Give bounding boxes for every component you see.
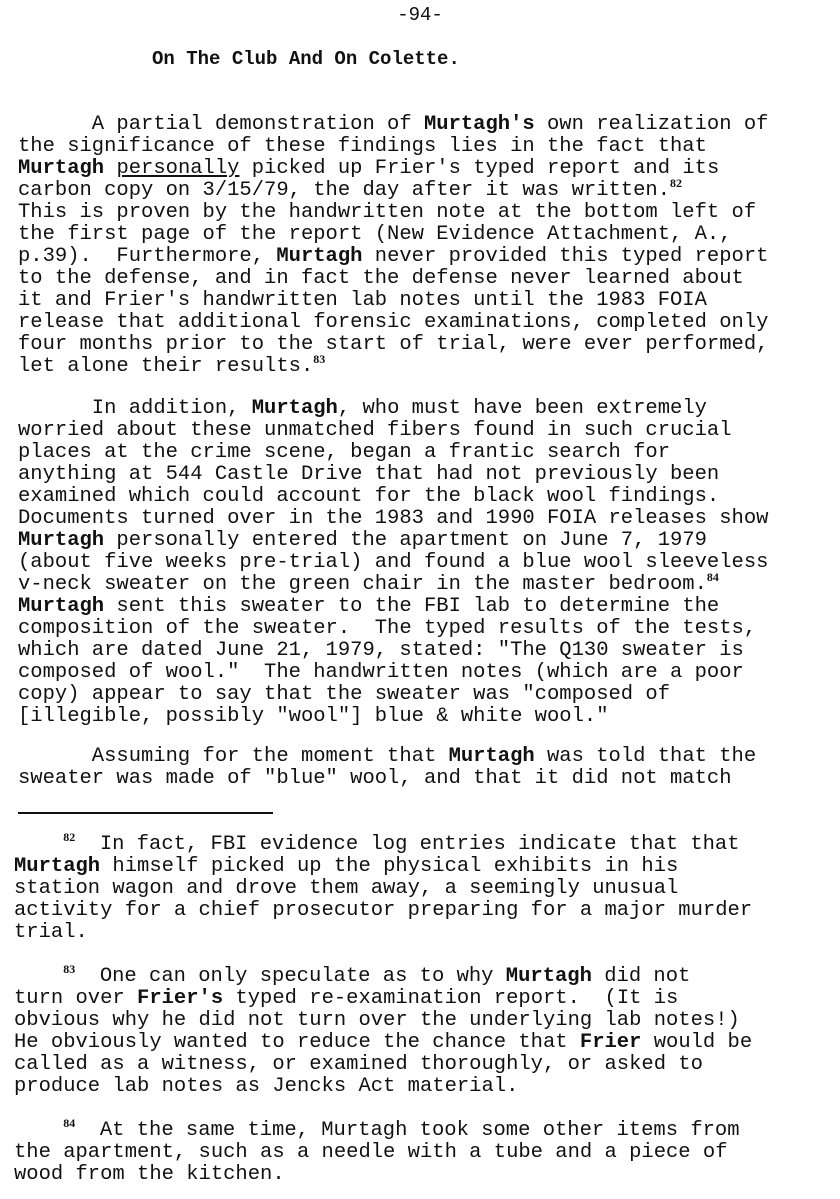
fn82-line-2: Murtagh himself picked up the physical exhibits in his: [14, 855, 679, 878]
fn83-line-1: $^{83}$ One can only speculate as to why Murtagh did not: [63, 962, 691, 988]
fn83-line-2: turn over Frier's typed re-examination report. (It is: [14, 987, 679, 1010]
p3-line-2: sweater was made of "blue" wool, and that it did not match: [18, 767, 732, 790]
p1-line-5: This is proven by the handwritten note at the bottom left of: [18, 201, 757, 224]
fn83-line-5: called as a witness, or examined thoroughly, or asked to: [14, 1053, 703, 1076]
fn82-line-3: station wagon and drove them away, a seemingly unusual: [14, 877, 679, 900]
p2-line-8: (about five weeks pre-trial) and found a blue wool sleeveless: [18, 551, 769, 574]
p1-line-12: let alone their results.$^{83}$: [18, 352, 326, 378]
fn84-line-2: the apartment, such as a needle with a tube and a piece of: [14, 1141, 728, 1164]
name-frier: Frier: [579, 1031, 642, 1054]
page-number: -94-: [397, 4, 443, 26]
footnote-84: [14, 1116, 826, 1186]
name-murtagh: Murtagh: [448, 745, 535, 768]
footnote-ref-83: 83: [313, 352, 326, 366]
fn82-line-5: trial.: [14, 921, 88, 944]
fn82-line-4: activity for a chief prosecutor preparing for a major murder: [14, 899, 753, 922]
paragraph-1: [18, 114, 830, 378]
p1-line-4: carbon copy on 3/15/79, the day after it was written.$^{82}$: [18, 176, 683, 202]
footnote-number-84: 84: [63, 1116, 76, 1130]
p2-line-2: worried about these unmatched fibers found in such crucial: [18, 419, 732, 442]
fn84-line-3: wood from the kitchen.: [14, 1163, 285, 1186]
footnote-83: [14, 962, 826, 1098]
name-murtagh: Murtagh's: [423, 113, 535, 136]
name-murtagh: Murtagh: [14, 855, 101, 878]
name-murtagh: Murtagh: [276, 245, 363, 268]
p2-line-4: anything at 544 Castle Drive that had not previously been: [18, 463, 720, 486]
p2-line-6: Documents turned over in the 1983 and 1990 FOIA releases show: [18, 507, 769, 530]
footnote-number-83: 83: [63, 962, 76, 976]
name-frier: Frier's: [137, 987, 224, 1010]
fn83-line-3: obvious why he did not turn over the underlying lab notes!): [14, 1009, 740, 1032]
footnote-ref-84: 84: [706, 570, 719, 584]
p3-line-1: Assuming for the moment that Murtagh was told that the: [18, 745, 757, 768]
p1-line-10: release that additional forensic examinations, completed only: [18, 311, 769, 334]
name-murtagh: Murtagh: [505, 965, 592, 988]
footnote-82: [14, 830, 826, 944]
name-murtagh: Murtagh: [18, 595, 105, 618]
p1-line-9: it and Frier's handwritten lab notes until the 1983 FOIA: [18, 289, 707, 312]
footnote-ref-82: 82: [670, 176, 683, 190]
p2-line-14: copy) appear to say that the sweater was "composed of: [18, 683, 671, 706]
footnote-separator: [18, 812, 273, 814]
p1-line-7: p.39). Furthermore, Murtagh never provided this typed report: [18, 245, 769, 268]
underlined-personally: personally: [116, 157, 240, 180]
p1-line-3: Murtagh personally picked up Frier's typed report and its: [18, 157, 720, 180]
p1-line-2: the significance of these findings lies in the fact that: [18, 135, 707, 158]
p1-line-1: A partial demonstration of Murtagh's own realization of: [18, 113, 769, 136]
p2-line-15: [illegible, possibly "wool"] blue & white wool.": [18, 705, 609, 728]
p2-line-9: v-neck sweater on the green chair in the master bedroom.$^{84}$: [18, 570, 719, 596]
section-title: On The Club And On Colette.: [152, 48, 460, 70]
p2-line-7: Murtagh personally entered the apartment on June 7, 1979: [18, 529, 707, 552]
fn84-line-1: $^{84}$ At the same time, Murtagh took some other items from: [63, 1116, 740, 1142]
name-murtagh: Murtagh: [18, 157, 105, 180]
paragraph-2: [18, 398, 830, 728]
p2-line-12: which are dated June 21, 1979, stated: "The Q130 sweater is: [18, 639, 744, 662]
p2-line-5: examined which could account for the black wool findings.: [18, 485, 720, 508]
p2-line-11: composition of the sweater. The typed results of the tests,: [18, 617, 757, 640]
p2-line-10: Murtagh sent this sweater to the FBI lab to determine the: [18, 595, 720, 618]
footnote-number-82: 82: [63, 830, 76, 844]
fn83-line-6: produce lab notes as Jencks Act material.: [14, 1075, 519, 1098]
p2-line-13: composed of wool." The handwritten notes (which are a poor: [18, 661, 744, 684]
p2-line-3: places at the crime scene, began a frantic search for: [18, 441, 671, 464]
fn82-line-1: $^{82}$ In fact, FBI evidence log entries indicate that that: [63, 830, 740, 856]
paragraph-3: [18, 746, 830, 790]
p1-line-8: to the defense, and in fact the defense never learned about: [18, 267, 744, 290]
fn83-line-4: He obviously wanted to reduce the chance that Frier would be: [14, 1031, 753, 1054]
name-murtagh: Murtagh: [251, 397, 338, 420]
p1-line-11: four months prior to the start of trial, were ever performed,: [18, 333, 769, 356]
p2-line-1: In addition, Murtagh, who must have been extremely: [18, 397, 707, 420]
p1-line-6: the first page of the report (New Evidence Attachment, A.,: [18, 223, 732, 246]
name-murtagh: Murtagh: [18, 529, 105, 552]
